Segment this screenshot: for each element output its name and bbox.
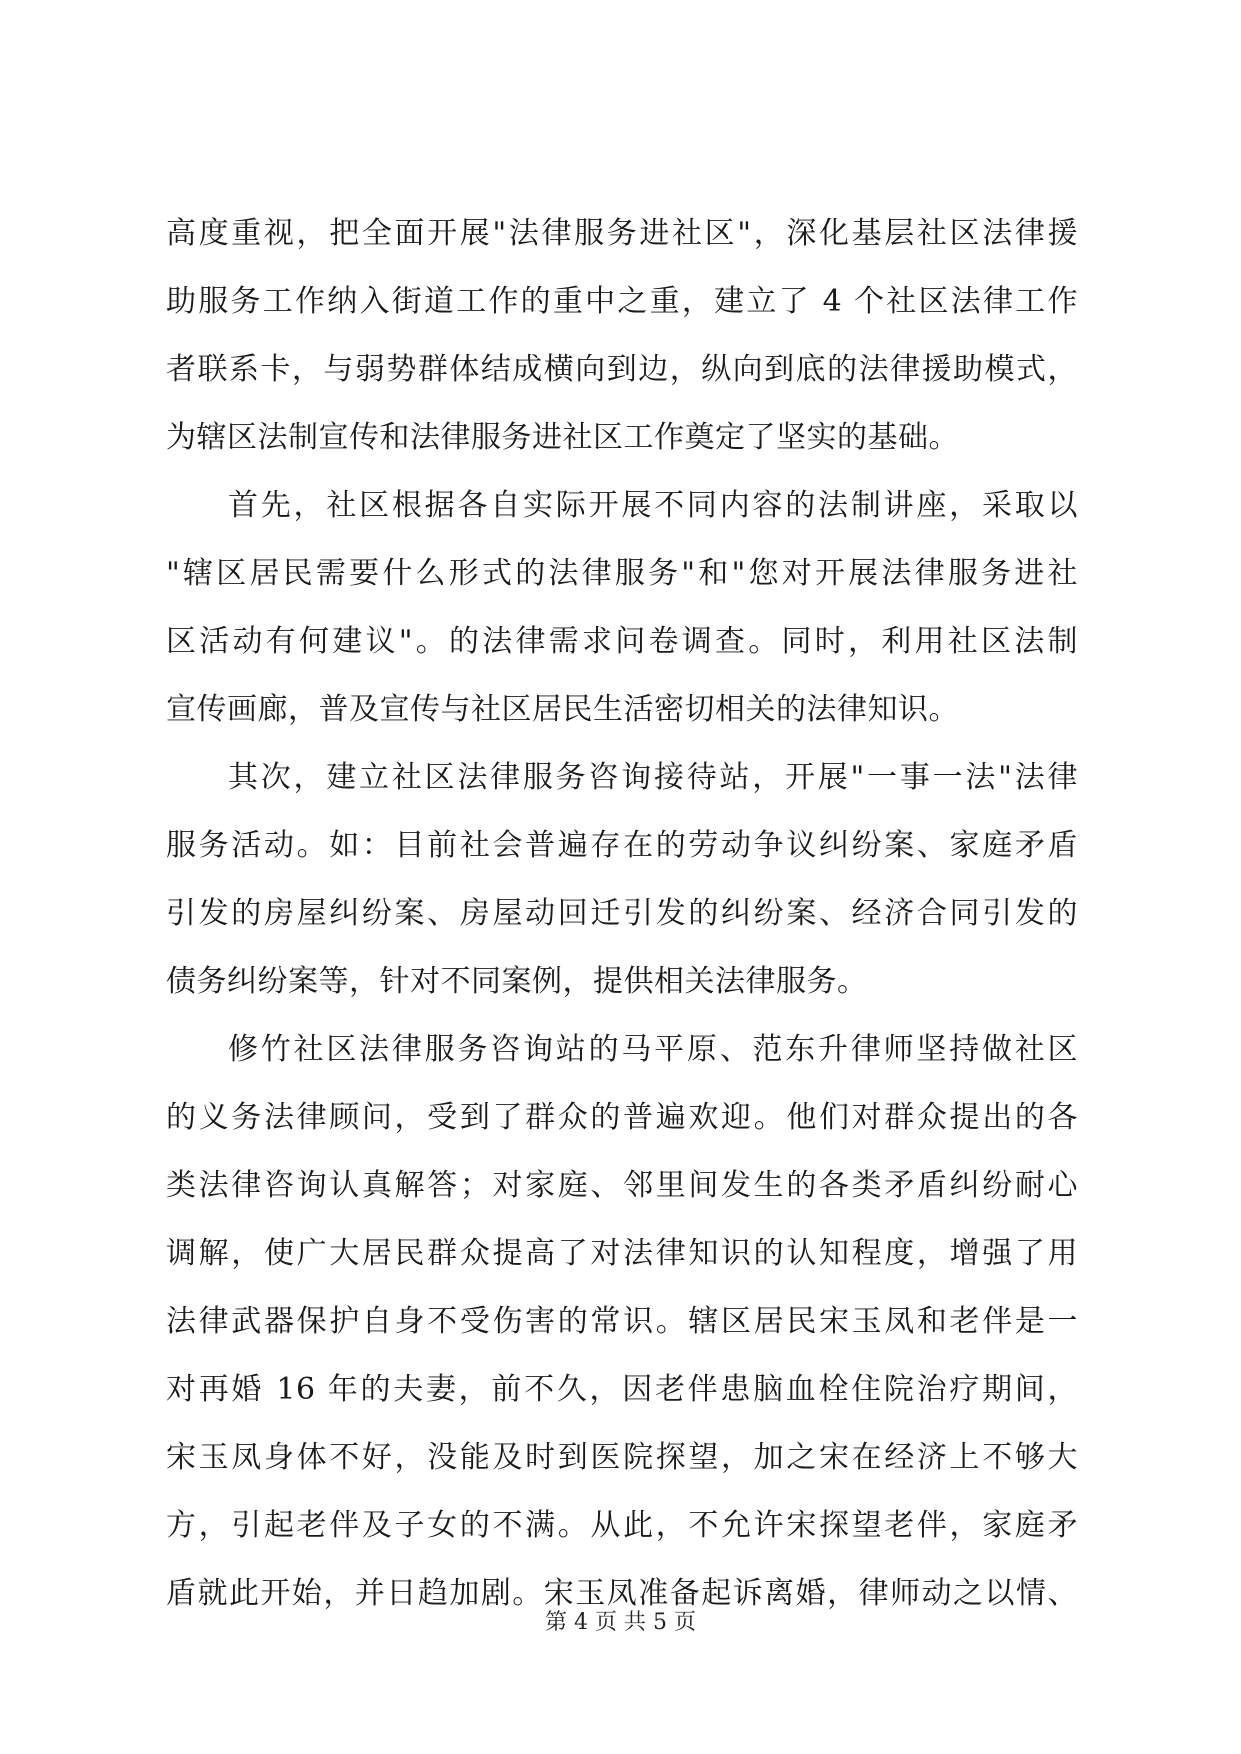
document-body: [166, 200, 1078, 1628]
text-line: 宋玉凤身体不好，没能及时到医院探望，加之宋在经济上不够大: [166, 1440, 1078, 1475]
text-line: 法律武器保护自身不受伤害的常识。辖区居民宋玉凤和老伴是一: [166, 1304, 1078, 1339]
paragraph-first-line: 修竹社区法律服务咨询站的马平原、范东升律师坚持做社区: [228, 1032, 1078, 1067]
text-line: 者联系卡，与弱势群体结成横向到边，纵向到底的法律援助模式，: [166, 352, 1078, 387]
text-line: 宣传画廊，普及宣传与社区居民生活密切相关的法律知识。: [166, 692, 959, 727]
text-line: 调解，使广大居民群众提高了对法律知识的认知程度，增强了用: [166, 1236, 1078, 1271]
text-line: "辖区居民需要什么形式的法律服务"和"您对开展法律服务进社: [166, 556, 1078, 591]
text-line: 区活动有何建议"。的法律需求问卷调查。同时，利用社区法制: [166, 624, 1078, 659]
text-line: 债务纠纷案等，针对不同案例，提供相关法律服务。: [166, 964, 868, 999]
text-line: 类法律咨询认真解答；对家庭、邻里间发生的各类矛盾纠纷耐心: [166, 1168, 1078, 1203]
text-line: 为辖区法制宣传和法律服务进社区工作奠定了坚实的基础。: [166, 420, 959, 455]
text-line: 对再婚 16 年的夫妻，前不久，因老伴患脑血栓住院治疗期间，: [166, 1372, 1078, 1407]
text-line: 助服务工作纳入街道工作的重中之重，建立了 4 个社区法律工作: [166, 284, 1078, 319]
text-line: 服务活动。如：目前社会普遍存在的劳动争议纠纷案、家庭矛盾: [166, 828, 1078, 863]
text-line: 方，引起老伴及子女的不满。从此，不允许宋探望老伴，家庭矛: [166, 1508, 1078, 1543]
page-number-label: 第 4 页 共 5 页: [545, 1610, 696, 1635]
text-line: 的义务法律顾问，受到了群众的普遍欢迎。他们对群众提出的各: [166, 1100, 1078, 1135]
text-line: 引发的房屋纠纷案、房屋动回迁引发的纠纷案、经济合同引发的: [166, 896, 1078, 931]
paragraph-first-line: 首先，社区根据各自实际开展不同内容的法制讲座，采取以: [228, 488, 1078, 523]
paragraph-first-line: 其次，建立社区法律服务咨询接待站，开展"一事一法"法律: [228, 760, 1078, 795]
text-line: 盾就此开始，并日趋加剧。宋玉凤准备起诉离婚，律师动之以情、: [166, 1576, 1078, 1611]
page-footer: [0, 1608, 1241, 1638]
text-line: 高度重视，把全面开展"法律服务进社区"，深化基层社区法律援: [166, 216, 1078, 251]
